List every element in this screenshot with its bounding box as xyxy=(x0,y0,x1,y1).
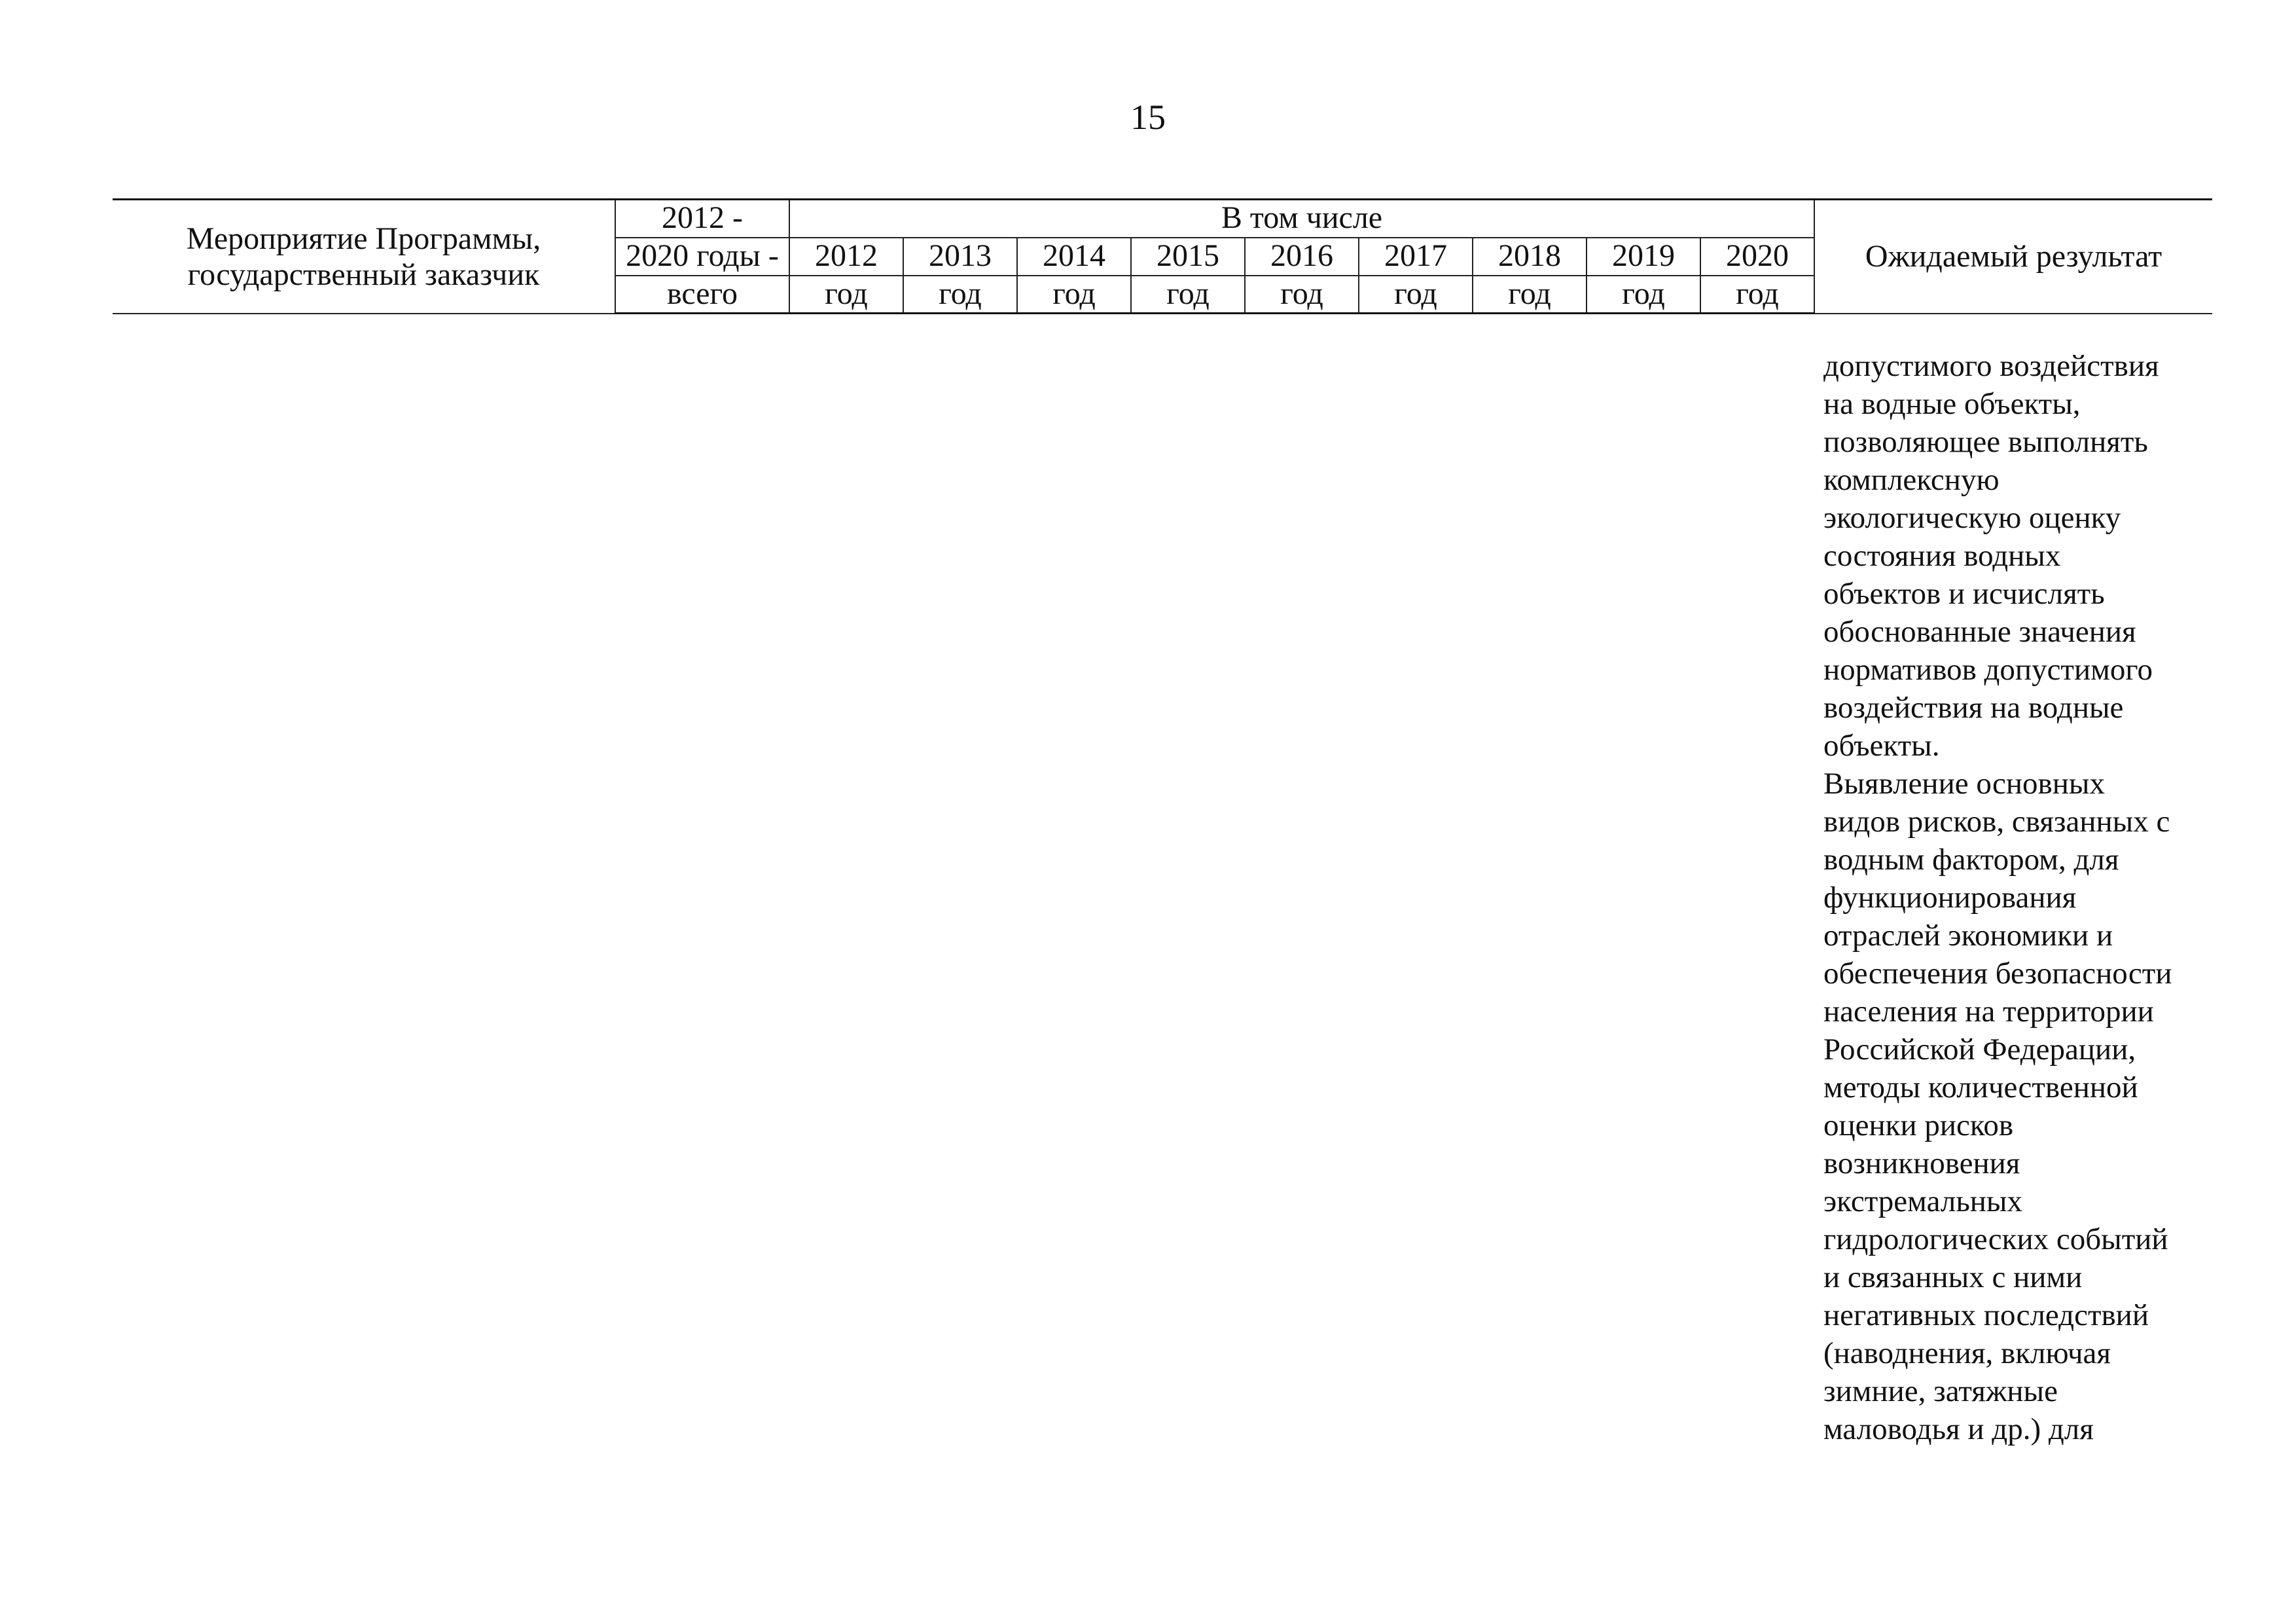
result-line: позволяющее выполнять xyxy=(1823,425,2148,459)
expected-result-text xyxy=(1823,347,2229,1448)
page-number: 15 xyxy=(1130,98,1166,137)
result-line: возникновения xyxy=(1823,1146,2020,1180)
header-year: 2017 xyxy=(1359,238,1473,276)
result-line: оценки рисков xyxy=(1823,1108,2014,1142)
header-including-label: В том числе xyxy=(789,200,1814,238)
header-year: 2013 xyxy=(903,238,1017,276)
result-line: экологическую оценку xyxy=(1823,501,2121,535)
header-year: 2019 xyxy=(1587,238,1700,276)
header-year-unit: год xyxy=(1473,276,1587,314)
result-line: (наводнения, включая xyxy=(1823,1336,2111,1370)
result-line: обеспечения безопасности xyxy=(1823,957,2172,991)
result-line: состояния водных xyxy=(1823,539,2061,573)
result-line: обоснованные значения xyxy=(1823,615,2136,649)
result-line: допустимого воздействия xyxy=(1823,349,2159,383)
header-year-unit: год xyxy=(1700,276,1814,314)
header-year: 2020 xyxy=(1700,238,1814,276)
result-line: Выявление основных xyxy=(1823,767,2105,801)
result-line: негативных последствий xyxy=(1823,1298,2149,1332)
header-year: 2012 xyxy=(789,238,903,276)
header-year-unit: год xyxy=(789,276,903,314)
header-total-line-3: всего xyxy=(615,276,789,314)
result-line: на водные объекты, xyxy=(1823,387,2081,421)
header-year: 2014 xyxy=(1017,238,1131,276)
result-line: экстремальных xyxy=(1823,1184,2022,1218)
header-year: 2016 xyxy=(1245,238,1359,276)
result-line: объектов и исчислять xyxy=(1823,577,2105,611)
header-result-column: Ожидаемый результат xyxy=(1814,200,2212,314)
header-total-line-1: 2012 - xyxy=(615,200,789,238)
header-year-unit: год xyxy=(1131,276,1245,314)
result-line: и связанных с ними xyxy=(1823,1260,2083,1294)
header-event-column: Мероприятие Программы, государственный заказчик xyxy=(113,200,615,314)
header-year-unit: год xyxy=(1359,276,1473,314)
header-year-unit: год xyxy=(1017,276,1131,314)
result-line: гидрологических событий xyxy=(1823,1222,2168,1256)
result-line: Российской Федерации, xyxy=(1823,1032,2136,1067)
header-year: 2015 xyxy=(1131,238,1245,276)
header-year-unit: год xyxy=(1245,276,1359,314)
result-line: функционирования xyxy=(1823,881,2077,915)
result-line: отраслей экономики и xyxy=(1823,919,2113,953)
header-year-unit: год xyxy=(903,276,1017,314)
result-line: маловодья и др.) для xyxy=(1823,1412,2094,1446)
result-line: объекты. xyxy=(1823,729,1940,763)
result-line: методы количественной xyxy=(1823,1070,2138,1104)
result-line: комплексную xyxy=(1823,463,2000,497)
table-header xyxy=(113,198,2212,314)
result-line: зимние, затяжные xyxy=(1823,1374,2058,1408)
result-line: воздействия на водные xyxy=(1823,691,2124,725)
header-year-unit: год xyxy=(1587,276,1700,314)
result-line: водным фактором, для xyxy=(1823,843,2119,877)
result-line: видов рисков, связанных с xyxy=(1823,805,2170,839)
result-line: населения на территории xyxy=(1823,994,2154,1029)
result-line: нормативов допустимого xyxy=(1823,653,2153,687)
header-total-line-2: 2020 годы - xyxy=(615,238,789,276)
header-year: 2018 xyxy=(1473,238,1587,276)
